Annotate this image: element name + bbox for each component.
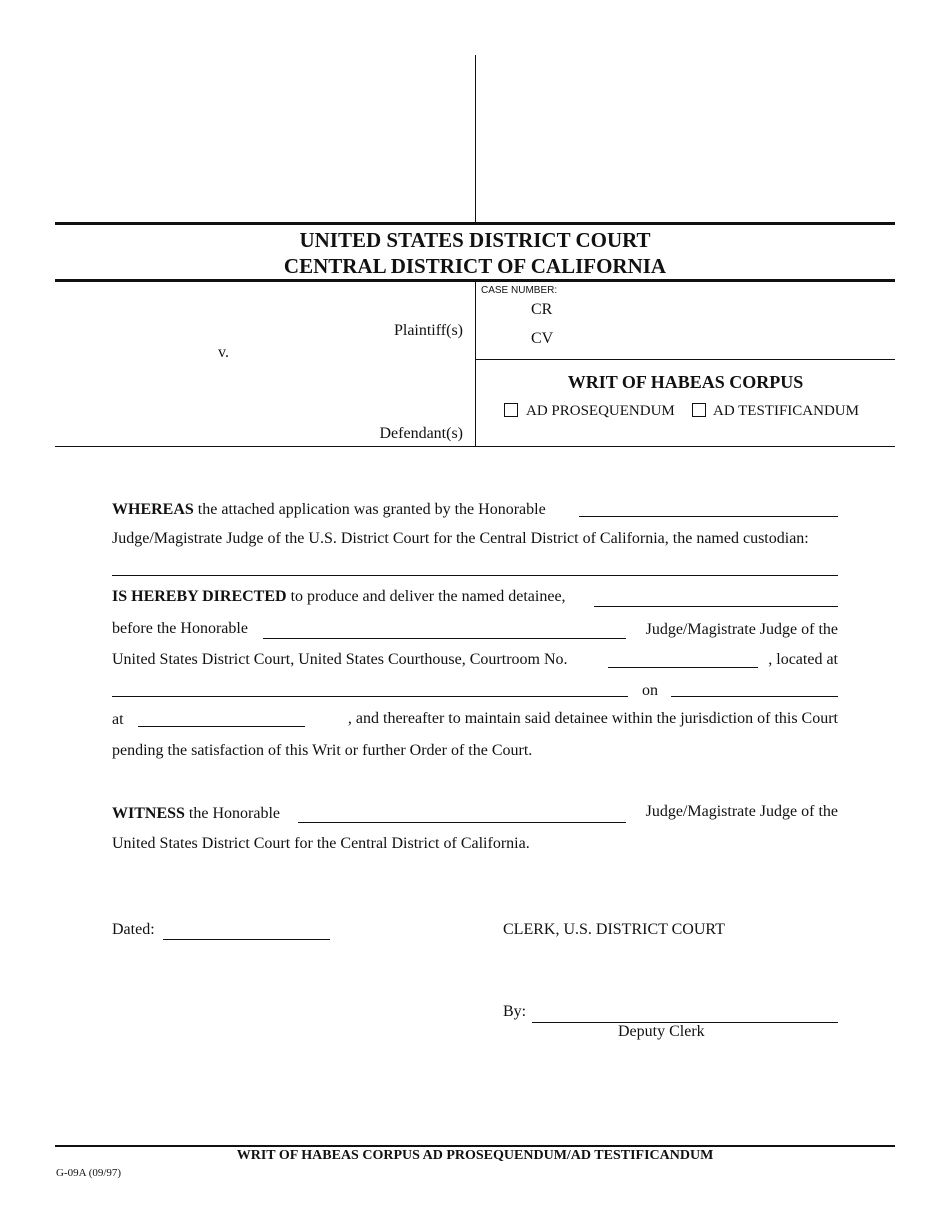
witness-keyword: WITNESS xyxy=(112,805,185,822)
plaintiff-label: Plaintiff(s) xyxy=(393,322,463,339)
header-divider-vertical xyxy=(475,55,476,222)
court-district: CENTRAL DISTRICT OF CALIFORNIA xyxy=(283,254,667,278)
detainee-name-field[interactable] xyxy=(594,606,838,607)
judge-of-the-text: Judge/Magistrate Judge of the xyxy=(645,621,838,638)
custodian-field[interactable] xyxy=(112,575,838,576)
located-at-text: , located at xyxy=(768,651,838,668)
date-on-field[interactable] xyxy=(671,696,838,697)
courtroom-number-field[interactable] xyxy=(608,667,758,668)
caption-divider-vertical xyxy=(475,282,476,447)
clerk-label: CLERK, U.S. DISTRICT COURT xyxy=(503,921,725,938)
usdc-courthouse-text: United States District Court, United States Courthouse, Courtroom No. xyxy=(112,651,568,668)
header-rule-top xyxy=(55,222,895,225)
writ-title: WRIT OF HABEAS CORPUS xyxy=(567,372,804,392)
pending-text: pending the satisfaction of this Writ or further Order of the Court. xyxy=(112,742,533,759)
usdc-central-text: United States District Court for the Central District of California. xyxy=(112,835,530,852)
ad-prosequendum-label: AD PROSEQUENDUM xyxy=(526,403,675,419)
directed-keyword: IS HEREBY DIRECTED xyxy=(112,588,287,605)
court-name: UNITED STATES DISTRICT COURT xyxy=(299,228,651,252)
ad-testificandum-label: AD TESTIFICANDUM xyxy=(713,403,859,419)
on-text: on xyxy=(642,682,658,699)
witness-line xyxy=(112,805,280,823)
thereafter-text: , and thereafter to maintain said detainee within the jurisdiction of this Court xyxy=(347,710,838,727)
before-honorable-field[interactable] xyxy=(263,638,626,639)
directed-line xyxy=(112,588,566,606)
whereas-keyword: WHEREAS xyxy=(112,501,194,518)
at-text: at xyxy=(112,711,124,728)
case-number-rule xyxy=(475,359,895,360)
dated-field[interactable] xyxy=(163,939,330,940)
location-field[interactable] xyxy=(112,696,628,697)
before-honorable-text: before the Honorable xyxy=(112,620,248,637)
case-number-label: CASE NUMBER: xyxy=(481,285,558,296)
whereas-line xyxy=(112,501,546,519)
ad-testificandum-checkbox[interactable] xyxy=(692,403,706,417)
defendant-label: Defendant(s) xyxy=(379,425,463,442)
honorable-name-field[interactable] xyxy=(579,516,838,517)
witness-honorable-field[interactable] xyxy=(298,822,626,823)
caption-rule-bottom xyxy=(55,446,895,447)
case-number-cr: CR xyxy=(531,301,553,318)
judge-custodian-line: Judge/Magistrate Judge of the U.S. District Court for the Central District of California, the named custodian: xyxy=(112,530,809,547)
versus-label: v. xyxy=(218,344,229,361)
witness-text: the Honorable xyxy=(188,805,280,822)
witness-judge-of-the-text: Judge/Magistrate Judge of the xyxy=(645,803,838,820)
whereas-text: the attached application was granted by the Honorable xyxy=(197,501,546,518)
by-label: By: xyxy=(503,1003,527,1020)
footer-title: WRIT OF HABEAS CORPUS AD PROSEQUENDUM/AD TESTIFICANDUM xyxy=(236,1148,714,1163)
footer-rule xyxy=(55,1145,895,1147)
case-number-cv: CV xyxy=(531,330,554,347)
deputy-clerk-label: Deputy Clerk xyxy=(618,1023,705,1040)
directed-text: to produce and deliver the named detainee, xyxy=(290,588,566,605)
dated-label: Dated: xyxy=(112,921,155,938)
time-at-field[interactable] xyxy=(138,726,305,727)
form-number: G-09A (09/97) xyxy=(56,1167,122,1179)
ad-prosequendum-checkbox[interactable] xyxy=(504,403,518,417)
